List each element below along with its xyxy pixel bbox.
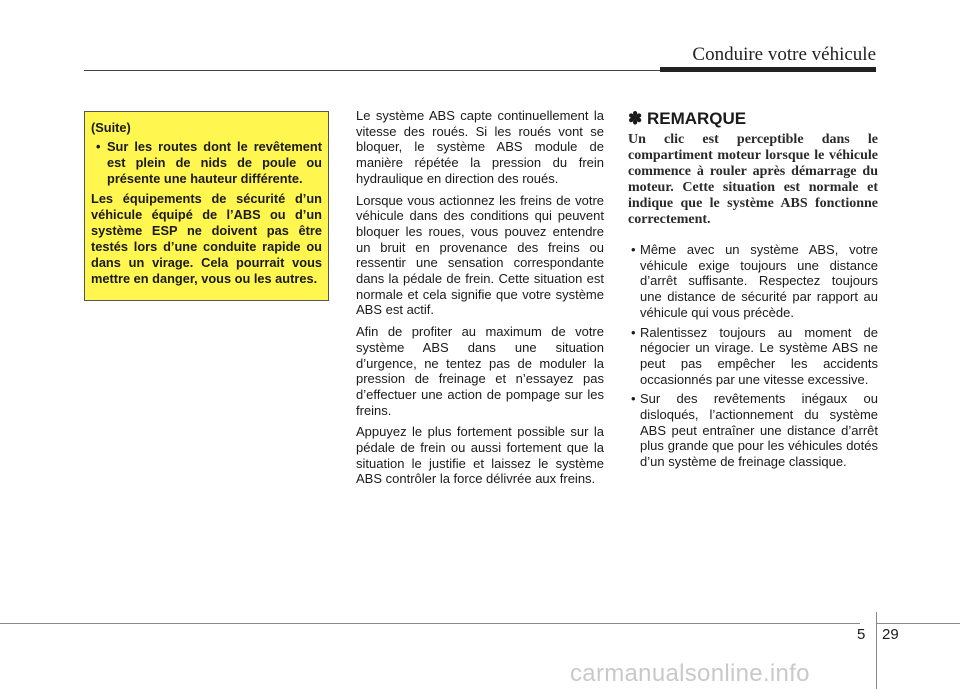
abs-paragraph: Le système ABS capte continuellement la vitesse des roués. Si les roués vont se bloquer, le système ABS module de manière répétée la pression du frein hydraulique en direction des roués.: [356, 108, 604, 186]
note-text: Un clic est perceptible dans le compartiment moteur lorsque le véhicule commence à rouler après démarrage du moteur. Cette situation est normale et indique que le système ABS fonctionne correctement.: [628, 132, 878, 227]
warning-bullet: • Sur les routes dont le revêtement est plein de nids de poule ou présente une hauteur différente.: [91, 139, 322, 187]
footer-rule: [0, 623, 860, 624]
watermark: carmanualsonline.info: [570, 660, 810, 687]
header-rule-accent: [660, 67, 876, 72]
note-heading: ✽ REMARQUE: [628, 109, 747, 128]
page-number: 29: [882, 626, 899, 643]
abs-paragraph: Appuyez le plus fortement possible sur la pédale de frein ou aussi fortement que la situation le justifie et laissez le système ABS contrôler la force délivrée aux freins.: [356, 424, 604, 487]
abs-description-column: [356, 108, 604, 493]
section-title: Conduire votre véhicule: [692, 44, 876, 65]
note-bullet-list: [628, 242, 878, 470]
footer-rule-right: [876, 623, 960, 624]
note-bullet: • Même avec un système ABS, votre véhicule exige toujours une distance d’arrêt suffisante. Respectez toujours une distance de sécurité par rapport au véhicule qui vous précède.: [628, 242, 878, 321]
footer-divider: [876, 612, 877, 689]
warning-continued-label: (Suite): [91, 120, 131, 135]
abs-paragraph: Lorsque vous actionnez les freins de votre véhicule dans des conditions qui peuvent bloquer les roues, vous pouvez entendre un bruit en provenance des freins ou ressentir une sensation correspondante dans la pédale de frein. Cette situation est normale et cela signifie que votre système ABS est actif.: [356, 192, 604, 318]
note-bullet: • Ralentissez toujours au moment de négocier un virage. Le système ABS ne peut pas empêcher les accidents occasionnés par une vitesse excessive.: [628, 325, 878, 388]
abs-paragraph: Afin de profiter au maximum de votre système ABS dans une situation d’urgence, ne tentez pas de moduler la pression de freinage et n’essayez pas d’effectuer une action de pompage sur les freins.: [356, 324, 604, 418]
warning-box: [84, 111, 329, 301]
note-column: [628, 108, 878, 474]
warning-text: Les équipements de sécurité d’un véhicule équipé de l’ABS ou d’un système ESP ne doivent pas être testés lors d’une conduite rapide ou dans un virage. Cela pourrait vous mettre en danger, vous ou les autres.: [91, 191, 322, 286]
warning-bullet-list: [91, 139, 322, 187]
chapter-number: 5: [857, 626, 866, 643]
note-bullet: • Sur des revêtements inégaux ou disloqués, l’actionnement du système ABS peut entraîner une distance d’arrêt plus grande que pour les véhicules dotés d’un système de freinage classique.: [628, 391, 878, 470]
